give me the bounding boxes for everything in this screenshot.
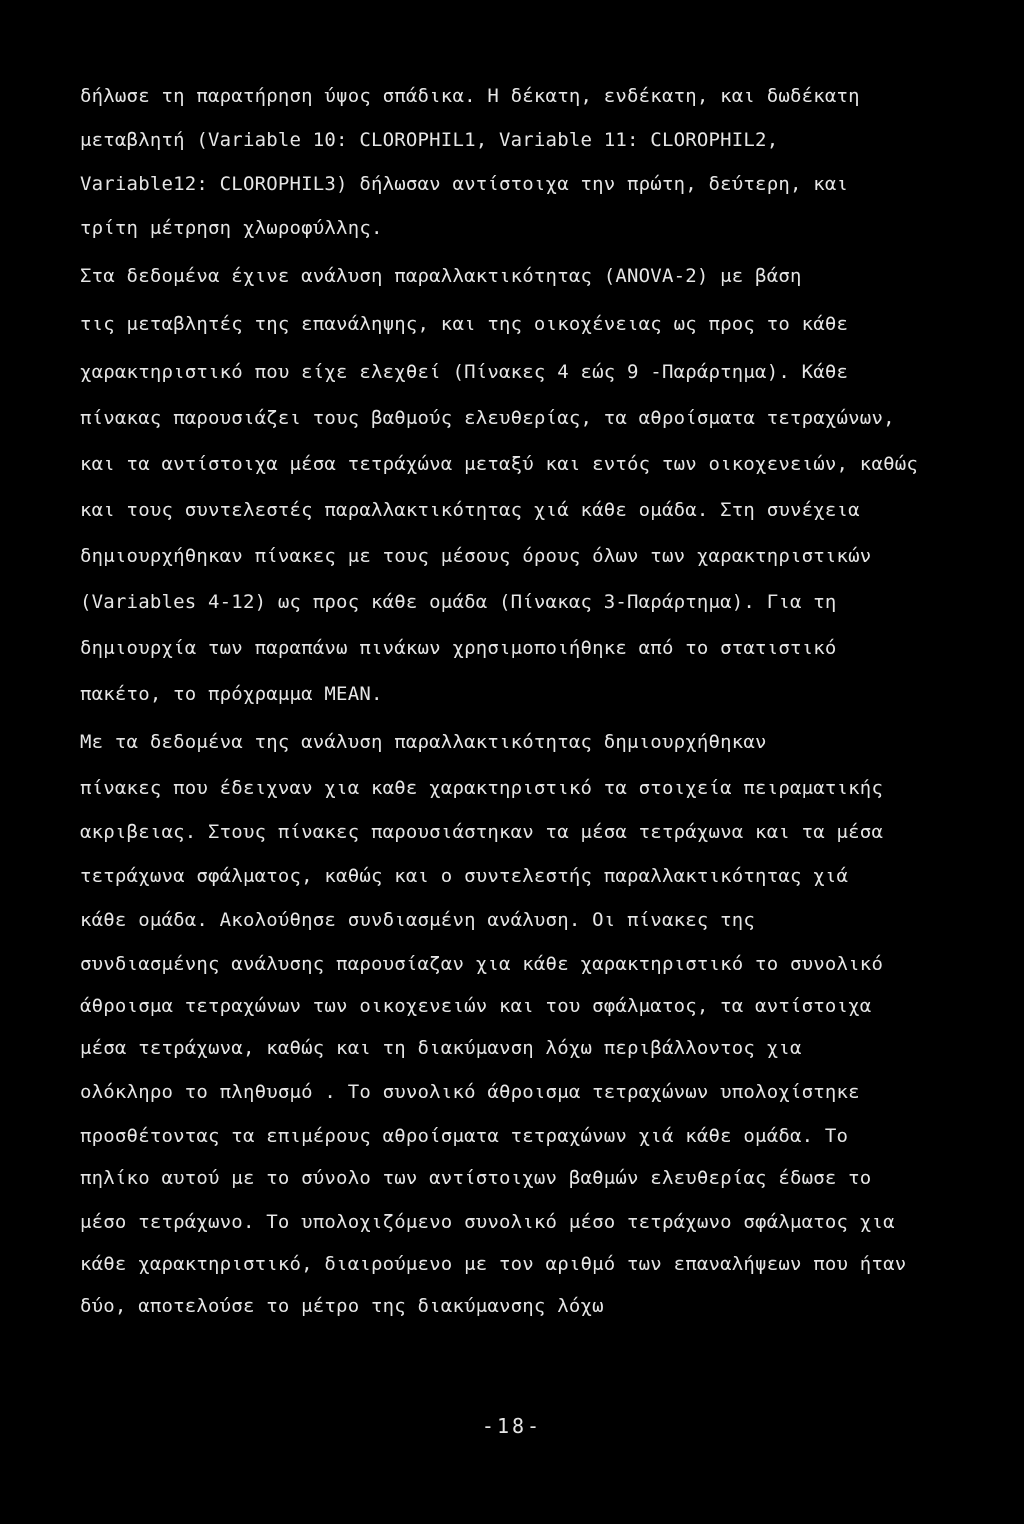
text-line: και τους συντελεστές παραλλακτικότητας χιά κάθε ομάδα. Στη συνέχεια [80, 499, 860, 521]
text-line: δήλωσε τη παρατήρηση ύψος σπάδικα. Η δέκατη, ενδέκατη, και δωδέκατη [80, 85, 860, 107]
text-line: πίνακας παρουσιάζει τους βαθμούς ελευθερίας, τα αθροίσματα τετραχώνων, [80, 407, 895, 429]
text-line: πίνακες που έδειχναν χια καθε χαρακτηριστικό τα στοιχεία πειραματικής [80, 777, 884, 799]
text-line: και τα αντίστοιχα μέσα τετράχώνα μεταξύ και εντός των οικοχενειών, καθώς [80, 453, 919, 475]
page-number: -18- [481, 1414, 543, 1438]
text-line: τετράχωνα σφάλματος, καθώς και ο συντελεστής παραλλακτικότητας χιά [80, 865, 849, 887]
text-line: ολόκληρο το πληθυσμό . Το συνολικό άθροισμα τετραχώνων υπολοχίστηκε [80, 1081, 860, 1103]
text-line: μέσα τετράχωνα, καθώς και τη διακύμανση λόχω περιβάλλοντος χια [80, 1037, 802, 1059]
text-line: μεταβλητή (Variable 10: CLOROPHIL1, Variable 11: CLOROPHIL2, [80, 129, 779, 151]
text-line: Στα δεδομένα έχινε ανάλυση παραλλακτικότητας (ANOVA-2) με βάση [80, 265, 802, 287]
text-line: Variable12: CLOROPHIL3) δήλωσαν αντίστοιχα την πρώτη, δεύτερη, και [80, 173, 849, 195]
text-line: δημιουρχία των παραπάνω πινάκων χρησιμοποιήθηκε από το στατιστικό [80, 637, 837, 659]
text-line: χαρακτηριστικό που είχε ελεχθεί (Πίνακες 4 εώς 9 -Παράρτημα). Κάθε [80, 361, 849, 383]
text-line: συνδιασμένης ανάλυσης παρουσίαζαν χια κάθε χαρακτηριστικό το συνολικό [80, 953, 884, 975]
text-line: κάθε ομάδα. Ακολούθησε συνδιασμένη ανάλυση. Οι πίνακες της [80, 909, 756, 931]
text-line: πακέτο, το πρόχραμμα MEAN. [80, 683, 383, 705]
text-line: Με τα δεδομένα της ανάλυση παραλλακτικότητας δημιουρχήθηκαν [80, 731, 767, 753]
text-line: δύο, αποτελούσε το μέτρο της διακύμανσης λόχω [80, 1295, 604, 1317]
text-line: κάθε χαρακτηριστικό, διαιρούμενο με τον αριθμό των επαναλήψεων που ήταν [80, 1253, 907, 1275]
text-line: τρίτη μέτρηση χλωροφύλλης. [80, 217, 383, 239]
text-line: άθροισμα τετραχώνων των οικοχενειών και του σφάλματος, τα αντίστοιχα [80, 995, 872, 1017]
text-line: προσθέτοντας τα επιμέρους αθροίσματα τετραχώνων χιά κάθε ομάδα. Το [80, 1125, 849, 1147]
text-line: τις μεταβλητές της επανάληψης, και της οικοχένειας ως προς το κάθε [80, 313, 849, 335]
text-line: δημιουρχήθηκαν πίνακες με τους μέσους όρους όλων των χαρακτηριστικών [80, 545, 872, 567]
text-line: (Variables 4-12) ως προς κάθε ομάδα (Πίνακας 3-Παράρτημα). Για τη [80, 591, 837, 613]
text-line: μέσο τετράχωνο. Το υπολοχιζόμενο συνολικό μέσο τετράχωνο σφάλματος χια [80, 1211, 895, 1233]
text-line: πηλίκο αυτού με το σύνολο των αντίστοιχων βαθμών ελευθερίας έδωσε το [80, 1167, 872, 1189]
text-line: ακριβειας. Στους πίνακες παρουσιάστηκαν τα μέσα τετράχωνα και τα μέσα [80, 821, 884, 843]
